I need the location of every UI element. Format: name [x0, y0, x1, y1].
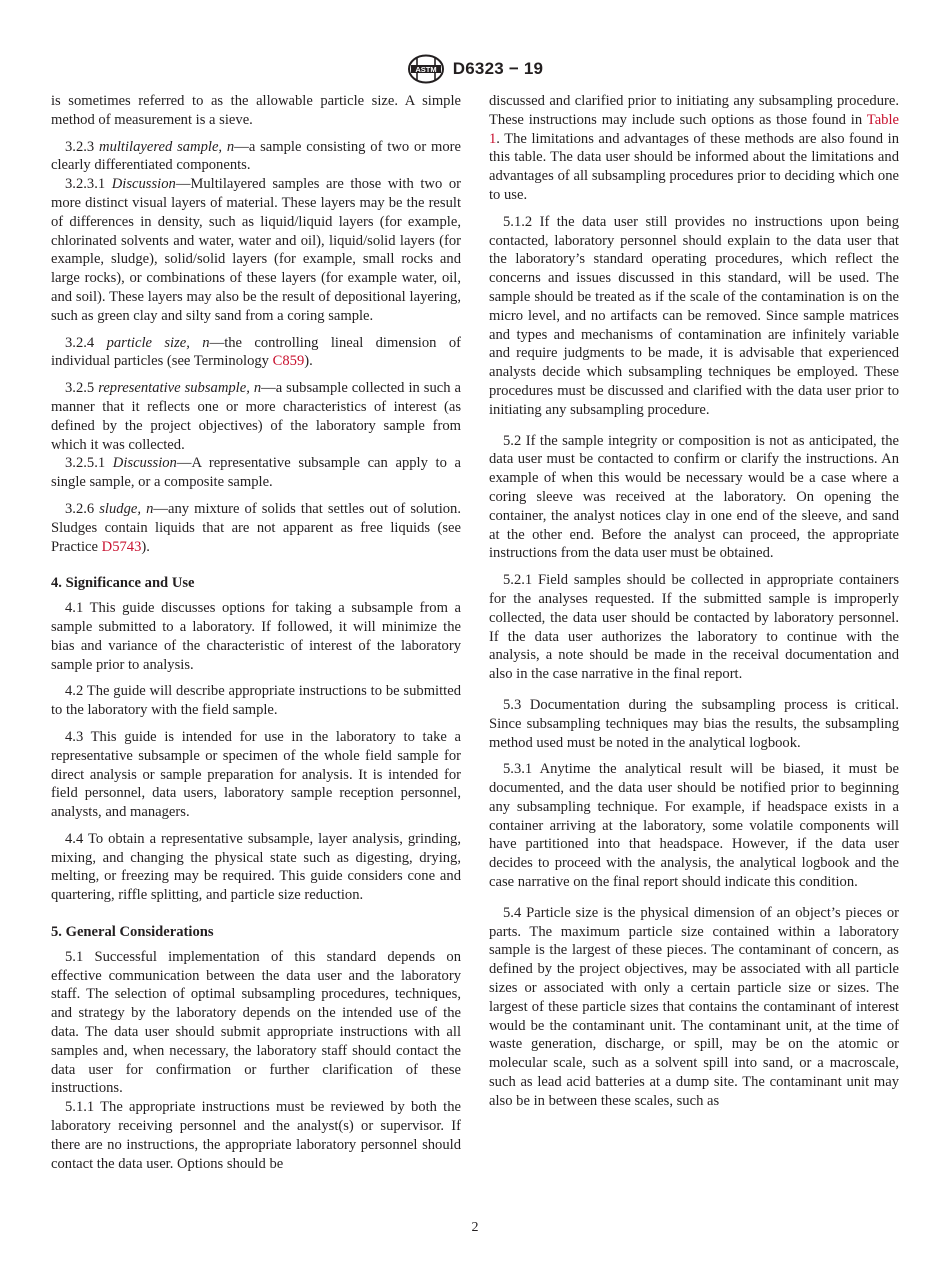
paragraph-3-2-3: 3.2.3 multilayered sample, n—a sample consisting of two or more clearly differentiated components. [51, 138, 461, 174]
section-heading-4: 4. Significance and Use [51, 575, 195, 592]
document-designation: D6323 − 19 [452, 59, 544, 78]
term: Discussion [111, 176, 176, 193]
paragraph-3-2-4: 3.2.4 particle size, n—the controlling lineal dimension of individual particles (see Terminology C859). [51, 334, 461, 370]
term: multilayered sample, n [99, 138, 235, 155]
term: sludge, n [99, 500, 154, 517]
term: representative subsample, n [98, 380, 262, 397]
term: particle size, n [106, 334, 210, 351]
page-number: 2 [471, 1220, 479, 1235]
paragraph-3-2-3-1: 3.2.3.1 Discussion—Multilayered samples are those with two or more distinct visual layers of material. These layers may be the result of differences in density, such as liquid/liquid layers (for example, chlorinated solvents and water, water and oil), liquid/solid layers (for example, sludge), solid/solid layers (for example, small rocks and large rocks), or combinations of these layers (for example water, oil, and soil). These layers may also be the result of depositional layering, such as green clay and silty sand from a coring sample. [51, 176, 461, 324]
paragraph-4-2: 4.2 The guide will describe appropriate instructions to be submitted to the laboratory with the field sample. [51, 683, 461, 719]
paragraph-5-4: 5.4 Particle size is the physical dimension of an object’s pieces or parts. The maximum particle size contained within a laboratory sample is the largest of these pieces. The contaminant of concern, as defined by the project objectives, may be associated with all particle sizes or associated with only a certain particle size or sizes. The largest of these particle sizes that contains the contaminant of interest would be the contaminant unit. The contaminant unit, at the time of waste generation, discharge, or spill, may be on the atomic or molecular scale, such as a solvent spill into sand, or a macroscale, such as lead acid batteries at a dump site. The contaminant unit may also be in between these scales, such as [489, 904, 899, 1109]
svg-text:ASTM: ASTM [415, 65, 437, 75]
paragraph-5-3: 5.3 Documentation during the subsampling process is critical. Since subsampling techniques may bias the results, the subsampling method used must be noted in the analytical logbook. [489, 696, 899, 751]
page-header [0, 52, 950, 86]
paragraph-5-1: 5.1 Successful implementation of this standard depends on effective communication between the data user and the laboratory staff. The selection of optimal subsampling procedures, techniques, and strategy by the laboratory depends on the intended use of the data. The data user should submit appropriate instructions with all samples and, when necessary, the laboratory staff should contact the data user for confirmation or further clarification of these instructions. [51, 948, 461, 1097]
paragraph-5-1-2: 5.1.2 If the data user still provides no instructions upon being contacted, laboratory personnel should explain to the data user that the laboratory’s standard operating procedures, which reflect the concerns and issues discussed in this standard, will be used. The sample should be treated as if the scale of the contamination is on the micro level, and no artifacts can be removed. Since sample matrices and types and mechanisms of contamination are infinitely variable and require judgments to be made, it is advisable that experienced analysts decide which subsampling techniques be employed. These procedures must be discussed and clarified with the data user prior to initiating any subsampling procedure. [489, 213, 899, 418]
paragraph-5-2: 5.2 If the sample integrity or composition is not as anticipated, the data user must be contacted to confirm or clarify the instructions. An example of when this would be necessary would be a case where a coring sleeve was received at the laboratory. On opening the container, the analyst notices clay in one end of the sleeve, and sand at the other end. Before the analyst can proceed, the appropriate instructions from the data user must be obtained. [489, 432, 899, 562]
term: Discussion [112, 455, 177, 472]
paragraph-3-2-6: 3.2.6 sludge, n—any mixture of solids that settles out of solution. Sludges contain liquids that are not apparent as free liquids (see Practice D5743). [51, 500, 461, 555]
paragraph-3-2-5-1: 3.2.5.1 Discussion—A representative subsample can apply to a single sample, or a composite sample. [51, 455, 462, 491]
left-column [51, 92, 461, 1173]
paragraph-4-4: 4.4 To obtain a representative subsample, layer analysis, grinding, mixing, and changing the physical state such as digesting, drying, melting, or freezing may be required. This guide considers cone and quartering, riffle splitting, and particle size reduction. [51, 830, 461, 904]
paragraph-3-2-5: 3.2.5 representative subsample, n—a subsample collected in such a manner that it reflects one or more characteristics of interest (as defined by the project objectives) of the laboratory sample from which it was collected. [51, 380, 461, 453]
paragraph-continued: is sometimes referred to as the allowable particle size. A simple method of measurement is a sieve. [51, 93, 461, 128]
paragraph-4-1: 4.1 This guide discusses options for taking a subsample from a sample submitted to a laboratory. If followed, it will minimize the bias and variance of the characteristic of interest of the laboratory sample prior to analysis. [51, 600, 461, 673]
reference-link-d5743[interactable]: D5743 [101, 538, 142, 555]
paragraph-4-3: 4.3 This guide is intended for use in the laboratory to take a representative subsample or specimen of the whole field sample for direct analysis or sample preparation for analysis. It is intended for field personnel, data users, laboratory sample reception personnel, analysts, and managers. [51, 728, 461, 821]
paragraph-5-1-1: 5.1.1 The appropriate instructions must be reviewed by both the laboratory receiving personnel and the analyst(s) or supervisor. If there are no instructions, the appropriate laboratory personnel should contact the data user. Options should be [51, 1099, 461, 1172]
section-heading-5: 5. General Considerations [51, 924, 214, 941]
astm-logo-icon [407, 54, 445, 84]
reference-link-table-1[interactable]: Table 1 [489, 111, 899, 147]
paragraph-5-3-1: 5.3.1 Anytime the analytical result will be biased, it must be documented, and the data user should be notified prior to beginning any subsampling technique. For example, if headspace exists in a container arriving at the laboratory, some volatile components will have partitioned into that headspace. However, if the data user decides to proceed with the analysis, the analytical logbook and the case narrative on the final report should indicate this condition. [489, 761, 899, 891]
paragraph-continued: discussed and clarified prior to initiating any subsampling procedure. These instructions may include such options as those found in Table 1. The limitations and advantages of these methods are also found in this table. The data user should be informed about the limitations and advantages of all subsampling procedures prior to deciding which one to use. [489, 93, 899, 203]
right-column [489, 92, 899, 1111]
reference-link-c859[interactable]: C859 [272, 353, 305, 370]
paragraph-5-2-1: 5.2.1 Field samples should be collected in appropriate containers for the analyses requested. If the submitted sample is improperly collected, the data user should be contacted by laboratory personnel. If the data user authorizes the laboratory to continue with the analysis, a note should be made in the receival documentation and also in the case narrative in the final report. [489, 572, 899, 683]
